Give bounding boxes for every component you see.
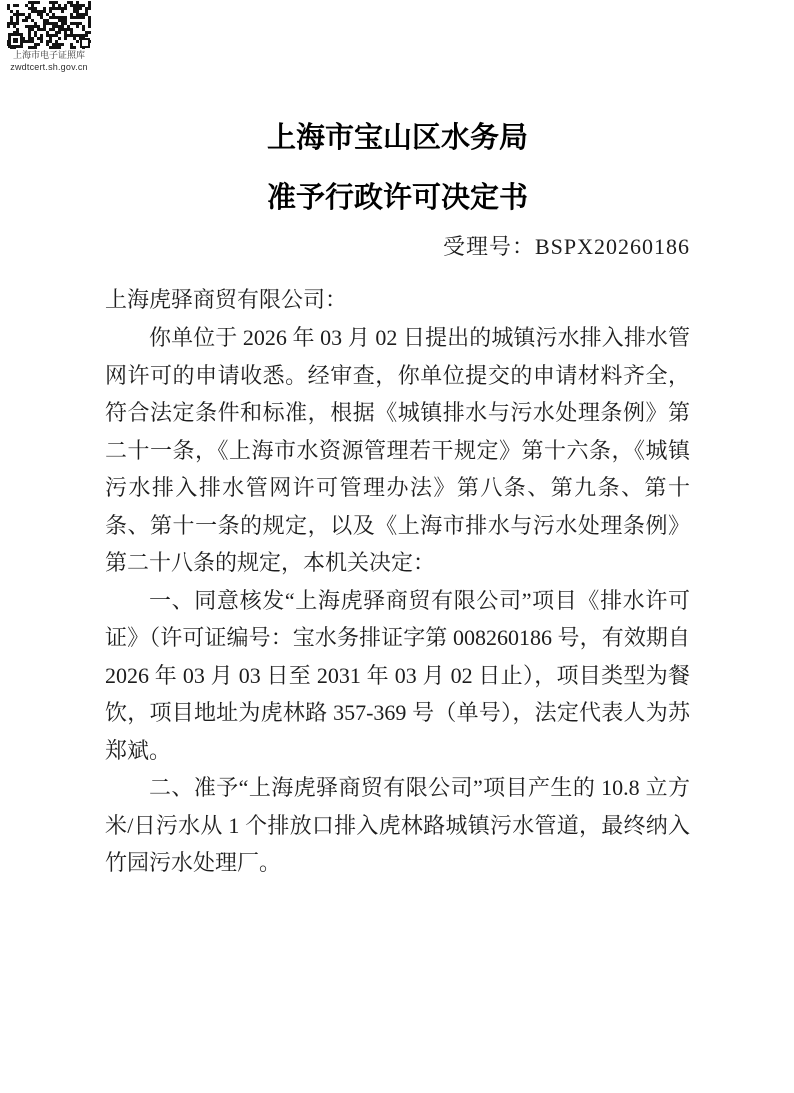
qr-caption-library: 上海市电子证照库 (12, 50, 85, 60)
document-title-type: 准予行政许可决定书 (266, 182, 528, 214)
recipient-line: 上海虎驿商贸有限公司： (105, 287, 348, 312)
paragraph-decision-permit: 一、同意核发“上海虎驿商贸有限公司”项目《排水许可证》（许可证编号：宝水务排证字第 008260186 号，有效期自 2026 年 03 月 03 日至 2031 年 03 月 02 日止），项目类型为餐饮，项目地址为虎林路 357-369 号（单号），法定代表人为苏郑斌。 (105, 587, 690, 763)
document-title-authority: 上海市宝山区水务局 (266, 122, 528, 154)
paragraph-application-review: 你单位于 2026 年 03 月 02 日提出的城镇污水排入排水管网许可的申请收悉。经审查，你单位提交的申请材料齐全，符合法定条件和标准，根据《城镇排水与污水处理条例》第二十一条，《上海市水资源管理若干规定》第十六条，《城镇污水排入排水管网许可管理办法》第八条、第九条、第十条、第十一条的规定，以及《上海市排水与污水处理条例》第二十八条的规定，本机关决定： (105, 325, 690, 575)
qr-code-block (5, 1, 93, 72)
qr-code (7, 1, 91, 49)
qr-alignment-pattern (80, 38, 90, 48)
qr-caption-url: zwdtcert.sh.gov.cn (10, 61, 88, 72)
acceptance-number: 受理号：BSPX20260186 (442, 234, 690, 259)
qr-finder-pattern (8, 33, 23, 48)
paragraph-decision-discharge: 二、准予“上海虎驿商贸有限公司”项目产生的 10.8 立方米/日污水从 1 个排放口排入虎林路城镇污水管道，最终纳入竹园污水处理厂。 (105, 775, 690, 875)
document-content (105, 0, 690, 882)
